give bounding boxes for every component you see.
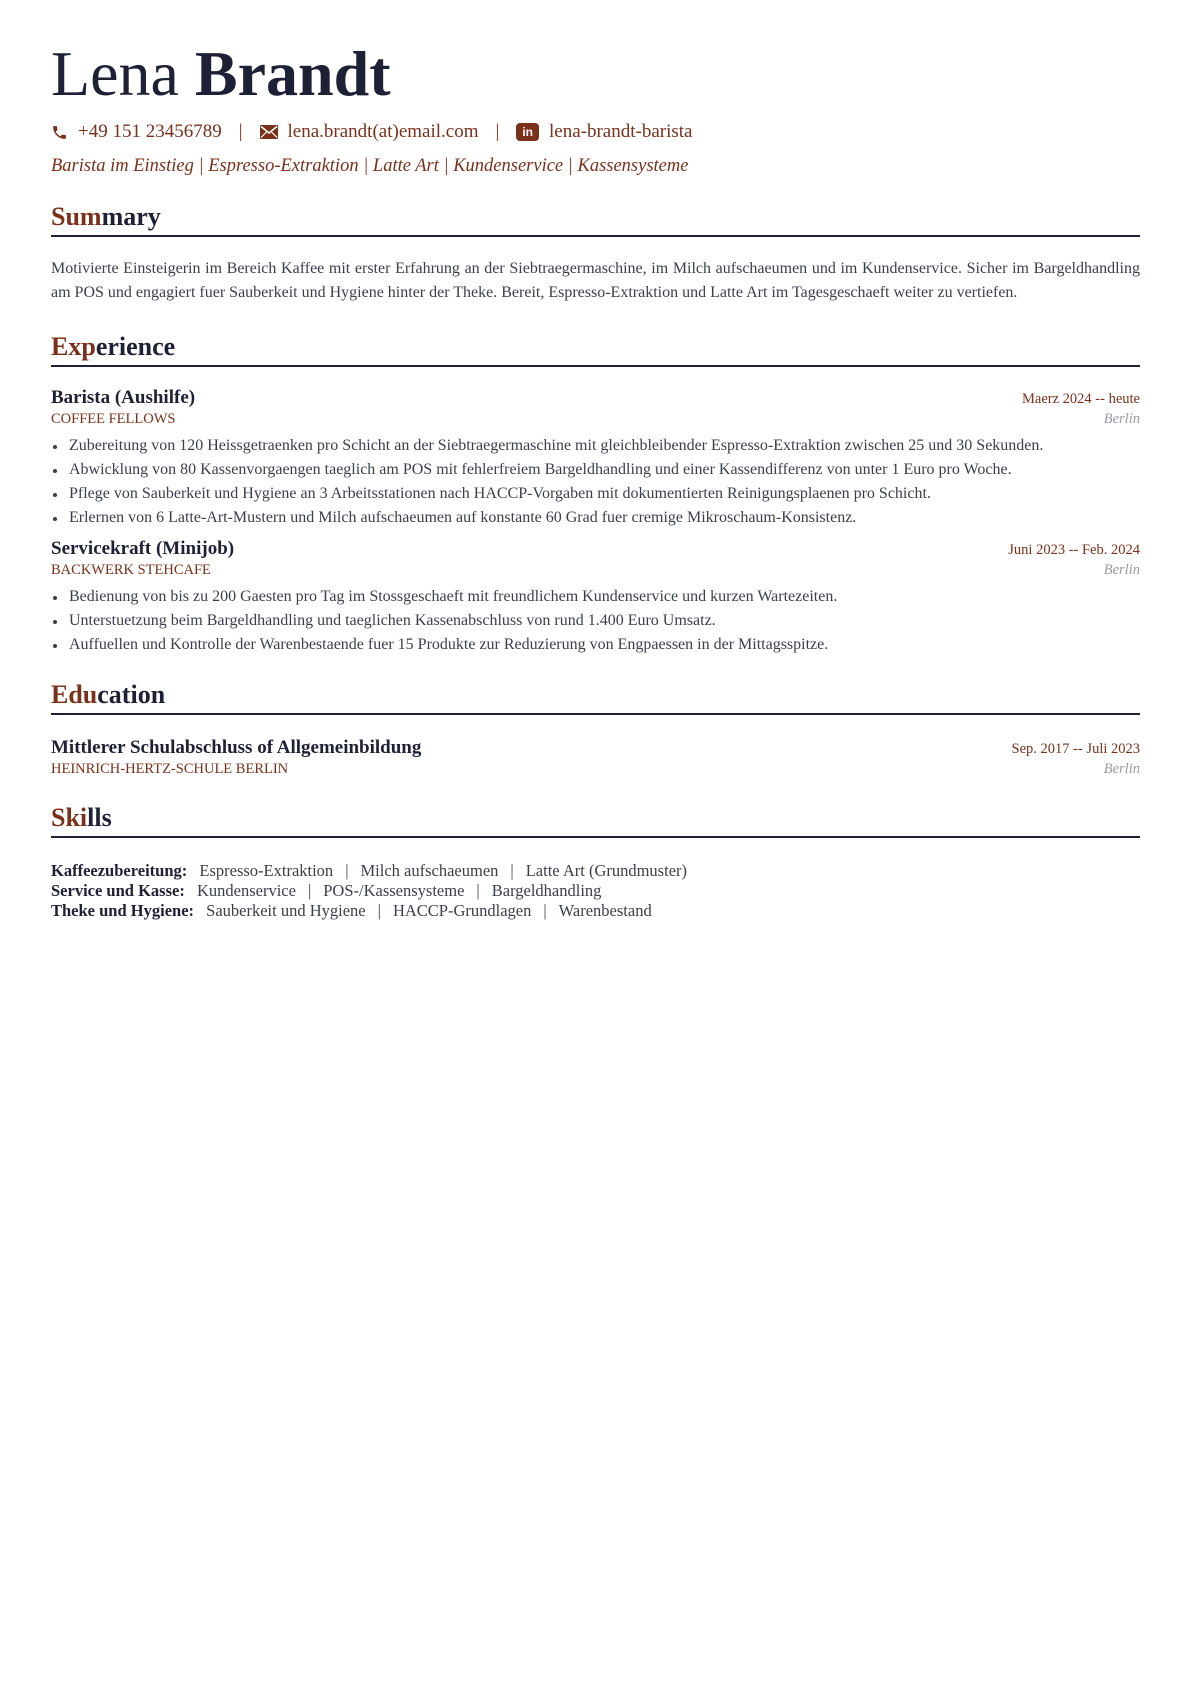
- skills-section: [51, 802, 1140, 921]
- heading-rest: lls: [87, 803, 112, 832]
- skills-heading: [51, 802, 1140, 838]
- summary-section: [51, 201, 1140, 305]
- school-name: HEINRICH-HERTZ-SCHULE BERLIN: [51, 761, 289, 777]
- skills-list: [51, 861, 1140, 921]
- skill-row: [51, 901, 1140, 921]
- phone-number: +49 151 23456789: [78, 121, 222, 142]
- summary-text: Motivierte Einsteigerin im Bereich Kaffee mit erster Erfahrung an der Siebtraegermaschine, im Milch aufschaeumen und im Kundenservice. Sicher im Bargeldhandling am POS und engagiert fuer Sauberkeit und Hygiene hinter der Theke. Bereit, Espresso-Extraktion und Latte Art im Tagesgeschaeft weiter zu vertiefen.: [51, 260, 1140, 301]
- skill-category: Theke und Hygiene:: [51, 901, 195, 920]
- bullet-item: Pflege von Sauberkeit und Hygiene an 3 Arbeitsstationen nach HACCP-Vorgaben mit dokumentierten Reinigungsplaenen pro Schicht.: [69, 482, 1140, 506]
- job-location: Berlin: [1103, 562, 1140, 578]
- experience-entry: [51, 387, 1140, 530]
- contact-separator: |: [495, 121, 500, 142]
- skill-category: Kaffeezubereitung:: [51, 861, 188, 880]
- contact-linkedin[interactable]: [516, 121, 692, 143]
- bullet-item: Auffuellen und Kontrolle der Warenbestaende fuer 15 Produkte zur Reduzierung von Engpaessen in der Mittagsspitze.: [69, 633, 1140, 657]
- job-title: Servicekraft (Minijob): [51, 538, 235, 559]
- heading-rest: mary: [101, 202, 161, 231]
- linkedin-badge: in: [516, 123, 539, 141]
- degree-title: Mittlerer Schulabschluss of Allgemeinbildung: [51, 737, 422, 758]
- skill-separator: |: [345, 861, 349, 880]
- contact-line: [51, 118, 1140, 146]
- job-date: Juni 2023 -- Feb. 2024: [1008, 542, 1140, 558]
- skill-item: Sauberkeit und Hygiene: [206, 901, 366, 920]
- job-title: Barista (Aushilfe): [51, 387, 196, 408]
- skill-item: HACCP-Grundlagen: [392, 901, 532, 920]
- job-date: Maerz 2024 -- heute: [1022, 391, 1140, 407]
- linkedin-icon: [516, 123, 539, 141]
- tagline: Barista im Einstieg | Espresso-Extraktion | Latte Art | Kundenservice | Kassensysteme: [51, 156, 689, 176]
- heading-accent: Edu: [51, 680, 98, 709]
- first-name: Lena: [51, 38, 179, 109]
- job-company: COFFEE FELLOWS: [51, 411, 176, 427]
- skill-separator: |: [307, 881, 312, 900]
- experience-section: [51, 331, 1140, 657]
- education-heading: [51, 679, 1140, 715]
- heading-accent: Sum: [51, 202, 102, 231]
- skill-item: POS-/Kassensysteme: [323, 881, 465, 900]
- education-section: [51, 679, 1140, 778]
- bullet-item: Erlernen von 6 Latte-Art-Mustern und Milch aufschaeumen auf konstante 60 Grad fuer cremige Mikroschaum-Konsistenz.: [69, 506, 1140, 530]
- summary-heading: [51, 201, 1140, 237]
- bullet-item: Bedienung von bis zu 200 Gaesten pro Tag im Stossgeschaeft mit freundlichem Kundenservice und kurzen Wartezeiten.: [69, 585, 1140, 609]
- skill-item: Warenbestand: [558, 901, 652, 920]
- bullet-item: Abwicklung von 80 Kassenvorgaengen taeglich am POS mit fehlerfreiem Bargeldhandling und einer Kassendifferenz von unter 1 Euro pro Woche.: [69, 458, 1140, 482]
- phone-icon: [51, 124, 68, 141]
- heading-rest: erience: [95, 332, 176, 361]
- heading-rest: cation: [97, 680, 166, 709]
- skill-row: [51, 861, 1140, 881]
- skill-separator: |: [377, 901, 381, 920]
- experience-entry: [51, 538, 1140, 657]
- skill-separator: |: [476, 881, 480, 900]
- bullet-item: Unterstuetzung beim Bargeldhandling und taeglichen Kassenabschluss von rund 1.400 Euro Umsatz.: [69, 609, 1140, 633]
- skill-category: Service und Kasse:: [51, 881, 185, 900]
- bullet-item: Zubereitung von 120 Heissgetraenken pro Schicht an der Siebtraegermaschine mit gleichbleibender Espresso-Extraktion zwischen 25 und 30 Sekunden.: [69, 434, 1140, 458]
- contact-separator: |: [238, 121, 243, 142]
- contact-email[interactable]: [260, 121, 479, 143]
- education-entry: [51, 737, 1140, 778]
- education-date: Sep. 2017 -- Juli 2023: [1011, 741, 1140, 757]
- skill-item: Milch aufschaeumen: [360, 861, 499, 880]
- skill-item: Bargeldhandling: [491, 881, 602, 900]
- mail-icon: [260, 125, 278, 139]
- experience-heading: [51, 331, 1140, 367]
- last-name: Brandt: [194, 38, 391, 109]
- linkedin-handle: lena-brandt-barista: [548, 121, 693, 142]
- heading-accent: Ski: [51, 803, 88, 832]
- skill-item: Kundenservice: [196, 881, 296, 900]
- job-location: Berlin: [1103, 411, 1140, 427]
- job-company: BACKWERK STEHCAFE: [51, 562, 211, 578]
- job-bullets: [51, 585, 1140, 657]
- heading-accent: Exp: [51, 332, 96, 361]
- skill-separator: |: [543, 901, 547, 920]
- skill-item: Espresso-Extraktion: [199, 861, 334, 880]
- contact-phone[interactable]: [51, 121, 222, 143]
- job-bullets: [51, 434, 1140, 530]
- skill-separator: |: [510, 861, 514, 880]
- skill-row: [51, 881, 1140, 901]
- skill-item: Latte Art (Grundmuster): [525, 861, 688, 880]
- candidate-name: [51, 0, 1140, 110]
- school-location: Berlin: [1103, 761, 1140, 777]
- email-address: lena.brandt(at)email.com: [287, 121, 479, 142]
